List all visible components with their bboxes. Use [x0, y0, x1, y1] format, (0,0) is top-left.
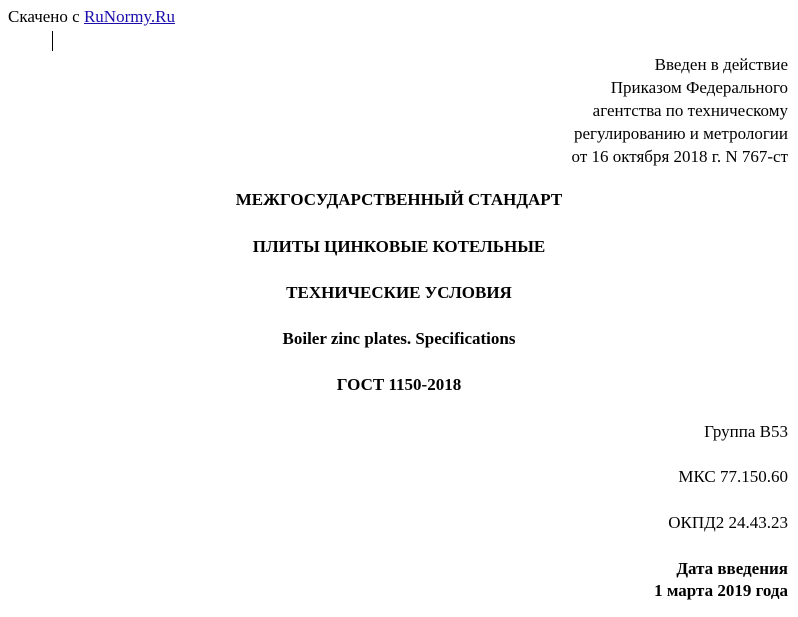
effective-date-label: Дата введения — [676, 559, 788, 578]
enactment-line: регулированию и метрологии — [573, 124, 788, 143]
enactment-line: агентства по техническому — [592, 101, 788, 120]
standard-title: ПЛИТЫ ЦИНКОВЫЕ КОТЕЛЬНЫЕ — [252, 237, 546, 256]
enactment-line: от 16 октября 2018 г. N 767-ст — [571, 147, 788, 166]
standard-subtitle: ТЕХНИЧЕСКИЕ УСЛОВИЯ — [286, 283, 512, 302]
classification-mks: МКС 77.150.60 — [678, 467, 788, 486]
english-title: Boiler zinc plates. Specifications — [282, 329, 516, 348]
source-link[interactable]: RuNormy.Ru — [83, 7, 175, 26]
enactment-block — [572, 53, 788, 168]
effective-date-value: 1 марта 2019 года — [654, 581, 788, 600]
enactment-line: Приказом Федерального — [610, 78, 788, 97]
classification-group: Группа В53 — [704, 422, 788, 441]
enactment-line: Введен в действие — [654, 55, 788, 74]
text-cursor — [52, 31, 53, 51]
source-prefix: Скачено с — [8, 7, 84, 26]
source-line — [8, 7, 175, 27]
classification-okpd: ОКПД2 24.43.23 — [668, 513, 788, 532]
standard-code: ГОСТ 1150-2018 — [336, 375, 462, 394]
standard-type-heading: МЕЖГОСУДАРСТВЕННЫЙ СТАНДАРТ — [235, 190, 563, 209]
